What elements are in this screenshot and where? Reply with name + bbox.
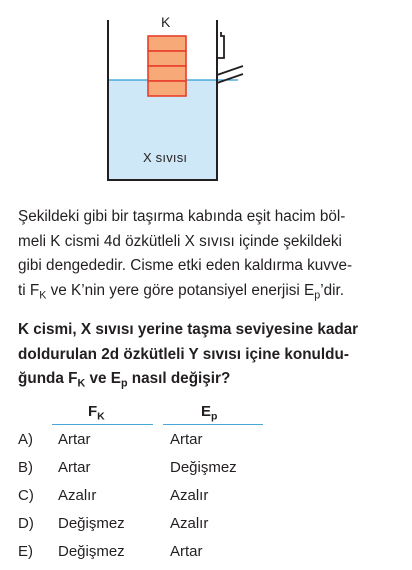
option-ep-value: Artar [170,431,203,448]
question-fragment: ve E [85,370,121,388]
option-letter: C) [18,487,34,504]
option-fk-value: Artar [58,459,91,476]
paragraph-text: ti F [18,281,40,299]
block-segment [148,81,186,96]
block-segment [148,66,186,81]
overflow-container-figure [0,0,412,185]
option-letter: D) [18,515,34,532]
object-label-k: K [161,14,171,30]
paragraph-line: Şekildeki gibi bir taşırma kabında eşit hacim böl- [18,208,346,225]
question-fragment: ğunda F [18,370,78,388]
block-segment [148,36,186,51]
paragraph-text: ve K’nin yere göre potansiyel enerjisi E [46,281,315,299]
option-ep-value: Azalır [170,515,209,532]
option-e[interactable] [18,543,398,567]
question-text [18,318,400,392]
question-fragment: nasıl değişir? [127,370,231,388]
column-header-main: F [88,403,98,420]
option-ep-value: Değişmez [170,459,237,476]
block-segment [148,51,186,66]
option-letter: E) [18,543,33,560]
spout-lip [217,66,243,75]
column-header-ep [201,403,218,423]
subscript: p [211,410,218,423]
liquid-label: X sıvısı [143,150,188,165]
figure-drawing [0,0,412,185]
spout-upper-edge [217,32,224,58]
option-b[interactable] [18,459,398,483]
option-ep-value: Artar [170,543,203,560]
subscript: K [39,289,47,302]
subscript: K [77,377,86,390]
paragraph-text: ’dir. [320,281,344,299]
question-line: K cismi, X sıvısı yerine taşma seviyesine kadar [18,321,359,338]
question-line: doldurulan 2d özkütleli Y sıvısı içine konuldu- [18,345,349,363]
column-header-main: E [201,403,212,420]
problem-paragraph [18,205,400,303]
paragraph-line [18,279,400,304]
option-fk-value: Değişmez [58,515,125,532]
column-underline-ep [163,424,263,425]
option-fk-value: Artar [58,431,91,448]
subscript: p [314,289,321,302]
option-letter: A) [18,431,33,448]
column-underline-fk [52,424,153,425]
option-fk-value: Azalır [58,487,97,504]
option-d[interactable] [18,515,398,539]
subscript: p [120,377,128,390]
spout-lip-lower [217,74,243,83]
subscript: K [97,410,105,423]
option-fk-value: Değişmez [58,543,125,560]
option-letter: B) [18,459,33,476]
paragraph-line: meli K cismi 4d özkütleli X sıvısı içinde şekildeki [18,232,342,250]
question-line [18,367,400,392]
paragraph-line: gibi dengededir. Cisme etki eden kaldırma kuvve- [18,257,353,275]
option-c[interactable] [18,487,398,511]
option-a[interactable] [18,431,398,455]
column-header-fk [88,403,105,423]
option-ep-value: Azalır [170,487,209,504]
